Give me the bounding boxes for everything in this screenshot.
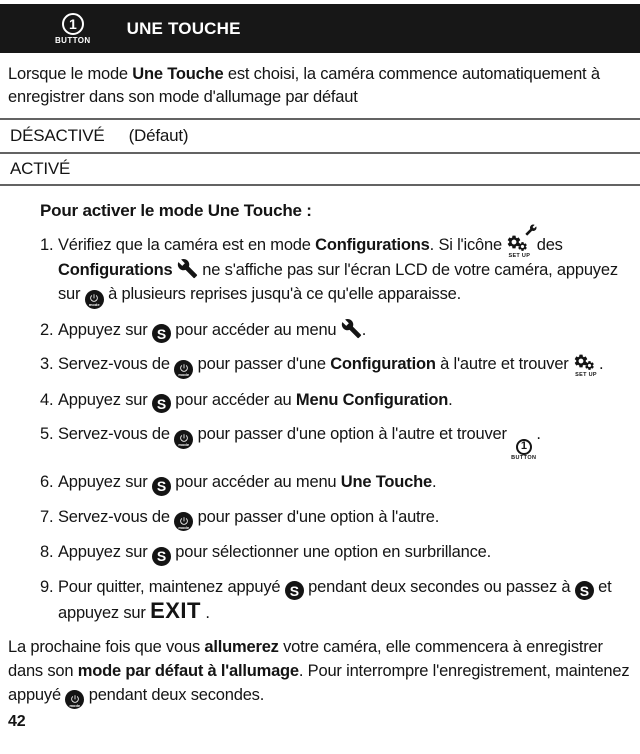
step-number: 5. xyxy=(40,425,54,443)
page-title: UNE TOUCHE xyxy=(126,18,241,38)
step-item xyxy=(40,505,625,532)
one-button-caption: BUTTON xyxy=(55,35,91,45)
step-number: 9. xyxy=(40,577,54,596)
wrench-icon xyxy=(341,318,362,343)
one-button-digit: 1 xyxy=(62,13,84,35)
step-text: Appuyez sur S pour accéder au menu . xyxy=(58,318,625,344)
step-item xyxy=(40,540,625,566)
step-text: Servez-vous de mode pour passer d'une Configuration à l'autre et trouver SET UP . xyxy=(58,355,604,378)
step-item xyxy=(40,422,625,461)
bold-text: Configuration xyxy=(330,355,436,373)
option-row-active xyxy=(0,152,640,184)
steps-list xyxy=(40,233,625,626)
step-text: Appuyez sur S pour accéder au Menu Configuration. xyxy=(58,390,453,412)
exit-label: EXIT xyxy=(150,598,201,623)
pw-glyph xyxy=(70,694,80,704)
g2-glyph xyxy=(517,241,528,252)
bold-text: mode par défaut à l'allumage xyxy=(77,661,299,680)
step-text: Pour quitter, maintenez appuyé S pendant deux secondes ou passez à S et appuyez sur EXIT . xyxy=(58,577,612,623)
step-number: 4. xyxy=(40,390,54,409)
option-row-desactive xyxy=(0,120,640,152)
options-table xyxy=(0,118,640,186)
page-number: 42 xyxy=(8,713,26,730)
mode-power-button-icon: mode xyxy=(174,430,193,449)
g2-glyph xyxy=(584,360,595,371)
w-glyph xyxy=(177,258,198,279)
manual-page xyxy=(0,4,640,754)
pw-glyph xyxy=(179,516,189,526)
step-item xyxy=(40,470,625,496)
one-button-icon xyxy=(55,13,91,45)
setup-caption: SET UP xyxy=(575,372,597,378)
shutter-button-icon: S xyxy=(152,324,171,343)
footer-paragraph: La prochaine fois que vous allumerez votre caméra, elle commencera à enregistrer dans son mode par défaut à l'allumage. Pour interrompre l'enregistrement, maintenez appuyé mode pendant deux secondes. xyxy=(8,637,630,708)
setup-gears-icon xyxy=(573,353,599,378)
step-item xyxy=(40,575,625,626)
one-button-icon: 1 BUTTON xyxy=(511,440,537,461)
bold-text: allumerez xyxy=(204,637,279,656)
option-label: DÉSACTIVÉ xyxy=(10,126,105,145)
w-glyph xyxy=(341,318,362,339)
option-label: ACTIVÉ xyxy=(10,159,71,178)
option-default-note: (Défaut) xyxy=(128,126,189,145)
section-header-bar xyxy=(0,4,640,53)
bold-text: Une Touche xyxy=(340,473,432,491)
step-text: Appuyez sur S pour sélectionner une option en surbrillance. xyxy=(58,543,491,564)
bold-text: Menu Configuration xyxy=(295,390,449,409)
document xyxy=(0,4,640,754)
mode-power-button-icon: mode xyxy=(174,360,193,379)
step-number: 7. xyxy=(40,507,54,526)
step-text: Servez-vous de mode pour passer d'une option à l'autre et trouver 1 BUTTON . xyxy=(58,425,541,461)
shutter-button-icon: S xyxy=(285,581,304,600)
mode-power-button-icon: mode xyxy=(65,690,84,709)
step-item xyxy=(40,233,625,309)
step-number: 1. xyxy=(40,236,54,254)
step-item xyxy=(40,388,625,414)
shutter-button-icon: S xyxy=(575,581,594,600)
setup-caption: SET UP xyxy=(508,253,531,259)
step-text: Vérifiez que la caméra est en mode Configurations. Si l'icône SET UP des Configurations ne s'affiche pas sur l'écran LCD de votre caméra, appuyez sur mode à plusieurs reprises jusqu'à ce qu'elle apparaisse. xyxy=(58,233,625,309)
step-text: Appuyez sur S pour accéder au menu Une Touche. xyxy=(58,473,437,494)
mode-power-button-icon: mode xyxy=(174,512,193,531)
shutter-button-icon: S xyxy=(152,547,171,566)
mode-power-button-icon: mode xyxy=(85,290,104,309)
bold-text: Configurations xyxy=(58,260,173,279)
step-item xyxy=(40,352,625,379)
step-number: 6. xyxy=(40,473,54,491)
bold-text: Configurations xyxy=(315,236,430,254)
intro-paragraph: Lorsque le mode Une Touche est choisi, la caméra commence automatiquement à enregistrer dans son mode d'allumage par défaut xyxy=(8,65,600,106)
step-item xyxy=(40,318,625,344)
g3-glyph xyxy=(525,224,537,236)
step-text: Servez-vous de mode pour passer d'une option à l'autre. xyxy=(58,507,440,530)
bold-text: Une Touche xyxy=(132,65,224,83)
shutter-button-icon: S xyxy=(152,477,171,496)
step-number: 3. xyxy=(40,355,54,373)
step-number: 8. xyxy=(40,543,54,561)
setup-gears-icon xyxy=(506,234,532,259)
step-number: 2. xyxy=(40,320,54,339)
shutter-button-icon: S xyxy=(152,394,171,413)
wrench-icon xyxy=(177,258,198,283)
steps-heading: Pour activer le mode Une Touche : xyxy=(40,201,312,220)
